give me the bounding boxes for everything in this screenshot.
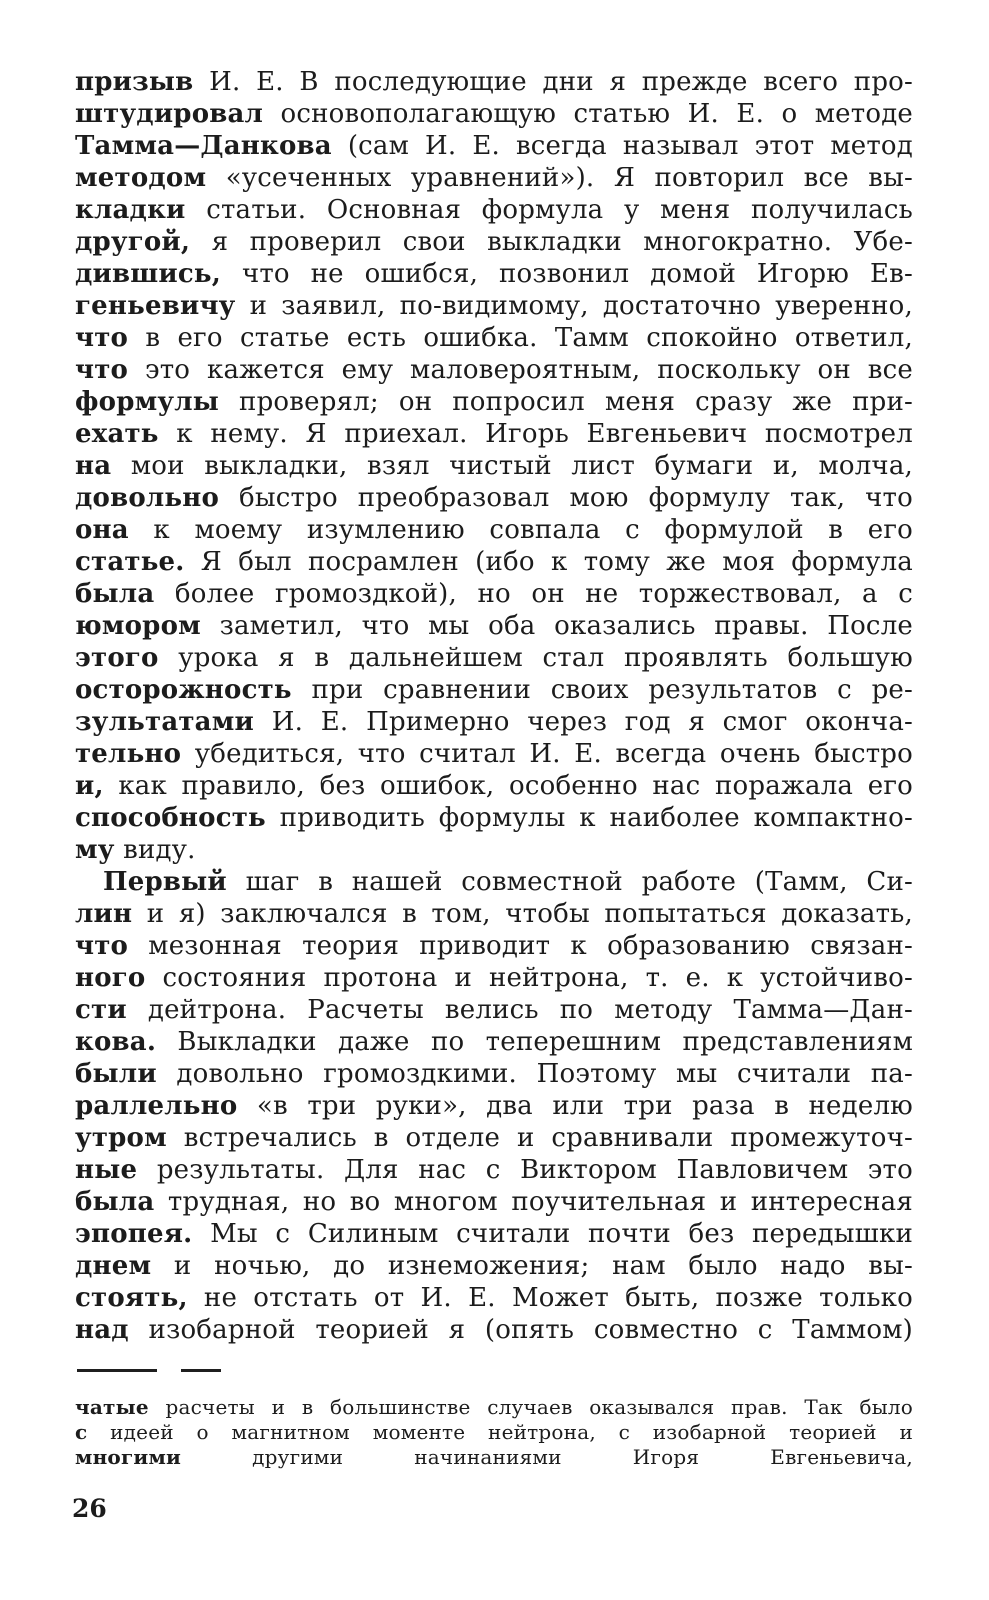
line-lead-word: ного — [75, 963, 146, 993]
line-lead-word: днем — [75, 1251, 152, 1281]
page-number: 26 — [72, 1494, 107, 1523]
text-line: дившись, что не ошибся, позвонил домой Игорю Ев- — [75, 259, 913, 289]
page-body — [75, 66, 913, 1346]
footnote-separator — [77, 1368, 913, 1373]
text-line: раллельно «в три руки», два или три раза в неделю — [75, 1091, 913, 1121]
line-lead-word: другой, — [75, 227, 191, 257]
text-line: Тамма—Данкова (сам И. Е. всегда называл этот метод — [75, 131, 913, 161]
line-lead-word: она — [75, 515, 129, 545]
line-lead-word: кладки — [75, 195, 186, 225]
text-line: другой, я проверил свои выкладки многократно. Убе- — [75, 227, 913, 257]
text-line: что это кажется ему маловероятным, поскольку он все — [75, 355, 913, 385]
line-lead-word: что — [75, 355, 129, 385]
text-line: на мои выкладки, взял чистый лист бумаги и, молча, — [75, 451, 913, 481]
text-line: была более громоздкой), но он не торжествовал, а с — [75, 579, 913, 609]
line-lead-word: статье. — [75, 547, 185, 577]
text-line: методом «усеченных уравнений»). Я повторил все вы- — [75, 163, 913, 193]
line-lead-word: ехать — [75, 419, 159, 449]
text-line: она к моему изумлению совпала с формулой в его — [75, 515, 913, 545]
text-line: с идеей о магнитном моменте нейтрона, с изобарной теорией и — [75, 1420, 913, 1444]
text-line: ехать к нему. Я приехал. Игорь Евгеньевич посмотрел — [75, 419, 913, 449]
line-lead-word: раллельно — [75, 1091, 238, 1121]
line-lead-word: и, — [75, 771, 104, 801]
line-lead-word: способность — [75, 803, 266, 833]
text-line: чатые расчеты и в большинстве случаев оказывался прав. Так было — [75, 1395, 913, 1419]
line-lead-word: над — [75, 1315, 129, 1345]
text-line: стоять, не отстать от И. Е. Может быть, позже только — [75, 1283, 913, 1313]
text-line: кова. Выкладки даже по теперешним представлениям — [75, 1027, 913, 1057]
line-lead-word: Тамма—Данкова — [75, 131, 332, 161]
text-line: над изобарной теорией я (опять совместно с Таммом) — [75, 1315, 913, 1345]
text-line: этого урока я в дальнейшем стал проявлять большую — [75, 643, 913, 673]
text-line: и, как правило, без ошибок, особенно нас поражала его — [75, 771, 913, 801]
line-lead-word: чатые — [75, 1395, 149, 1419]
line-lead-word: му — [75, 835, 115, 865]
text-line: формулы проверял; он попросил меня сразу же при- — [75, 387, 913, 417]
line-lead-word: что — [75, 323, 129, 353]
line-lead-word: дившись, — [75, 259, 222, 289]
text-line: днем и ночью, до изнеможения; нам было надо вы- — [75, 1251, 913, 1281]
line-lead-word: зультатами — [75, 707, 254, 737]
paragraph-1 — [75, 66, 913, 866]
line-lead-word: была — [75, 1187, 155, 1217]
line-lead-word: были — [75, 1059, 157, 1089]
line-lead-word: кова. — [75, 1027, 157, 1057]
text-line: ные результаты. Для нас с Виктором Павловичем это — [75, 1155, 913, 1185]
text-line: были довольно громоздкими. Поэтому мы считали па- — [75, 1059, 913, 1089]
text-line: многими другими начинаниями Игоря Евгеньевича, — [75, 1445, 913, 1469]
line-lead-word: стоять, — [75, 1283, 188, 1313]
line-lead-word: ные — [75, 1155, 138, 1185]
text-line: зультатами И. Е. Примерно через год я смог оконча- — [75, 707, 913, 737]
line-lead-word: была — [75, 579, 155, 609]
line-lead-word: призыв — [75, 67, 194, 97]
line-lead-word: тельно — [75, 739, 182, 769]
text-line: штудировал основополагающую статью И. Е. о методе — [75, 99, 913, 129]
text-line: была трудная, но во многом поучительная и интересная — [75, 1187, 913, 1217]
text-line: лин и я) заключался в том, чтобы попытаться доказать, — [75, 899, 913, 929]
line-lead-word: сти — [75, 995, 127, 1025]
line-lead-word: геньевичу — [75, 291, 236, 321]
line-lead-word: эпопея. — [75, 1219, 193, 1249]
text-line: Первый шаг в нашей совместной работе (Тамм, Си- — [103, 867, 913, 897]
text-line: утром встречались в отделе и сравнивали промежуточ- — [75, 1123, 913, 1153]
line-lead-word: штудировал — [75, 99, 264, 129]
text-line: что в его статье есть ошибка. Тамм спокойно ответил, — [75, 323, 913, 353]
text-line: му виду. — [75, 835, 196, 865]
text-line: эпопея. Мы с Силиным считали почти без передышки — [75, 1219, 913, 1249]
text-line: осторожность при сравнении своих результатов с ре- — [75, 675, 913, 705]
line-lead-word: этого — [75, 643, 159, 673]
line-lead-word: лин — [75, 899, 133, 929]
text-line: ного состояния протона и нейтрона, т. е. к устойчиво- — [75, 963, 913, 993]
line-lead-word: Первый — [103, 867, 227, 897]
text-line: способность приводить формулы к наиболее компактно- — [75, 803, 913, 833]
text-line: геньевичу и заявил, по-видимому, достаточно уверенно, — [75, 291, 913, 321]
line-lead-word: осторожность — [75, 675, 292, 705]
line-lead-word: с — [75, 1420, 88, 1444]
line-lead-word: довольно — [75, 483, 220, 513]
line-lead-word: многими — [75, 1445, 182, 1469]
text-line: сти дейтрона. Расчеты велись по методу Тамма—Дан- — [75, 995, 913, 1025]
footnote — [75, 1395, 913, 1470]
text-line: что мезонная теория приводит к образованию связан- — [75, 931, 913, 961]
text-line: кладки статьи. Основная формула у меня получилась — [75, 195, 913, 225]
paragraph-2 — [75, 866, 913, 1346]
line-lead-word: на — [75, 451, 112, 481]
line-lead-word: юмором — [75, 611, 201, 641]
text-line: юмором заметил, что мы оба оказались правы. После — [75, 611, 913, 641]
footnote-rule-short-segment — [181, 1369, 221, 1372]
line-lead-word: методом — [75, 163, 207, 193]
line-lead-word: формулы — [75, 387, 219, 417]
text-line: довольно быстро преобразовал мою формулу так, что — [75, 483, 913, 513]
text-line: статье. Я был посрамлен (ибо к тому же моя формула — [75, 547, 913, 577]
text-line: призыв И. Е. В последующие дни я прежде всего про- — [75, 67, 913, 97]
line-lead-word: утром — [75, 1123, 167, 1153]
footnote-rule-long-segment — [77, 1369, 157, 1372]
text-line: тельно убедиться, что считал И. Е. всегда очень быстро — [75, 739, 913, 769]
line-lead-word: что — [75, 931, 129, 961]
